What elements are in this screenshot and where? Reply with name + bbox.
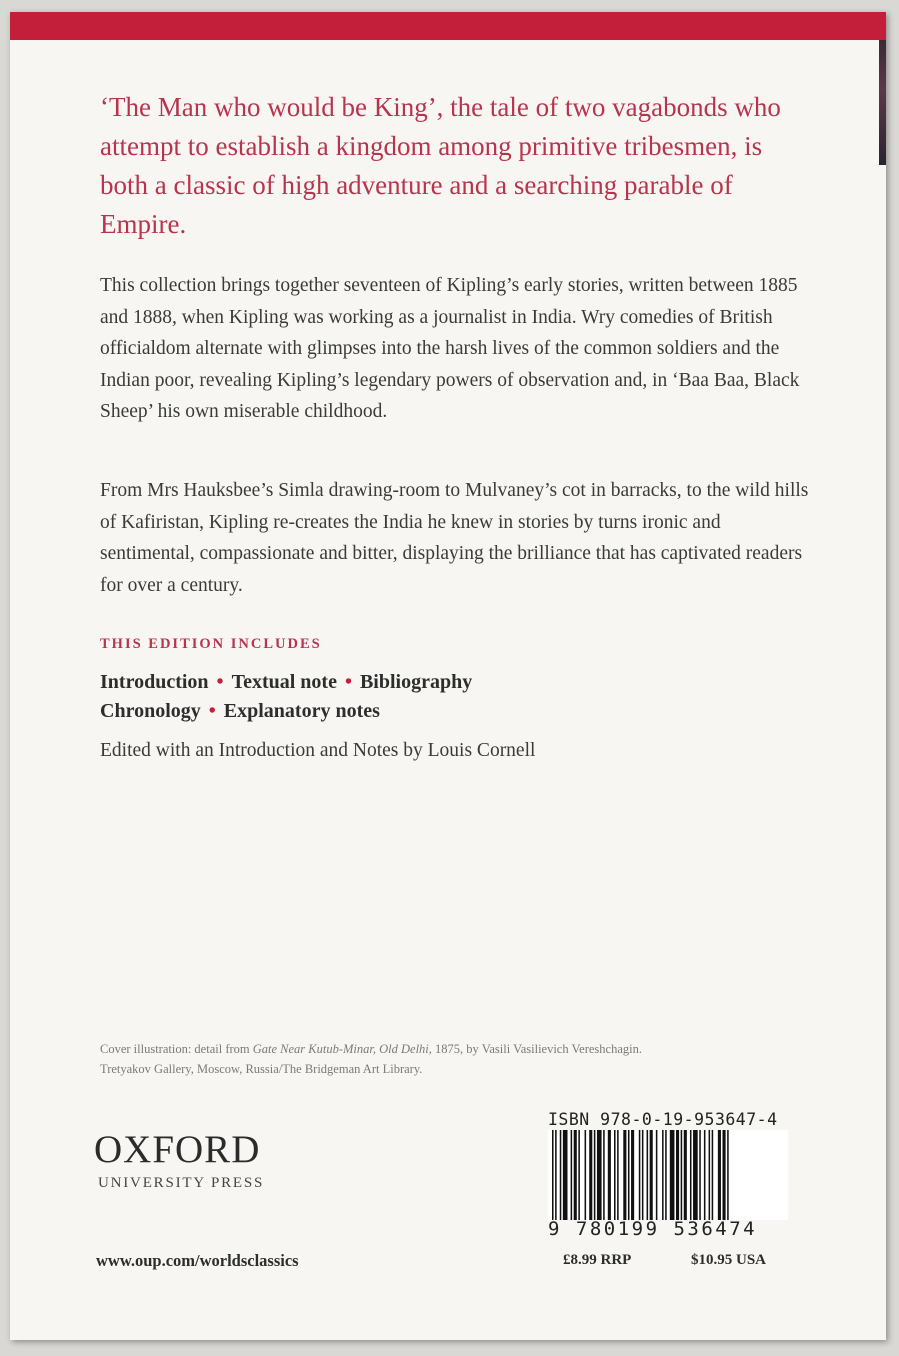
edition-includes-list xyxy=(100,668,472,726)
price-uk: £8.99 RRP xyxy=(563,1252,632,1268)
includes-line-2 xyxy=(100,697,472,726)
include-item: Explanatory notes xyxy=(223,700,380,722)
publisher-subtitle: UNIVERSITY PRESS xyxy=(98,1175,265,1191)
editor-note: Edited with an Introduction and Notes by Louis Cornell xyxy=(100,740,536,761)
barcode-digits: 9 780199 536474 xyxy=(548,1218,758,1240)
blurb-text: ‘The Man who would be King’, the tale of two vagabonds who attempt to establish a kingdom among primitive tribesmen, is both a classic of high adventure and a searching parable of Empire. xyxy=(100,92,781,239)
include-item: Bibliography xyxy=(359,671,473,693)
credit-suffix: , 1875, by Vasili Vasilievich Vereshchagin. xyxy=(428,1042,642,1056)
credit-prefix: Cover illustration: detail from xyxy=(100,1042,253,1056)
description-paragraph-2: From Mrs Hauksbee’s Simla drawing-room to Mulvaney’s cot in barracks, to the wild hills of Kafiristan, Kipling re-creates the India he knew in stories by turns ironic and sentimental, compassionate and bitter, displaying the brilliance that has captivated readers for over a century. xyxy=(100,480,809,596)
book-back-cover xyxy=(10,12,886,1340)
bullet-icon: • xyxy=(344,671,352,693)
red-top-band xyxy=(10,12,886,40)
cover-illustration-credit xyxy=(100,1039,800,1079)
edition-heading: THIS EDITION INCLUDES xyxy=(100,636,322,652)
spine-image-strip xyxy=(879,40,886,165)
includes-line-1 xyxy=(100,668,472,697)
website-link[interactable]: www.oup.com/worldsclassics xyxy=(96,1251,299,1270)
isbn-text: ISBN 978-0-19-953647-4 xyxy=(548,1110,778,1129)
barcode-image xyxy=(548,1130,788,1220)
description-paragraph-1: This collection brings together seventeen of Kipling’s early stories, written between 1885 and 1888, when Kipling was working as a journalist in India. Wry comedies of British officialdom alternate with glimpses into the harsh lives of the common soldiers and the Indian poor, revealing Kipling’s legendary powers of observation and, in ‘Baa Baa, Black Sheep’ his own miserable childhood. xyxy=(100,275,800,422)
include-item: Textual note xyxy=(231,671,337,693)
bullet-icon: • xyxy=(216,671,224,693)
bullet-icon: • xyxy=(208,700,216,722)
include-item: Introduction xyxy=(100,671,209,693)
publisher-logo: OXFORD xyxy=(94,1128,261,1171)
credit-artwork-title: Gate Near Kutub-Minar, Old Delhi xyxy=(252,1042,429,1056)
price-us: $10.95 USA xyxy=(691,1252,767,1268)
include-item: Chronology xyxy=(100,700,201,722)
credit-line-2: Tretyakov Gallery, Moscow, Russia/The Bridgeman Art Library. xyxy=(100,1062,423,1076)
